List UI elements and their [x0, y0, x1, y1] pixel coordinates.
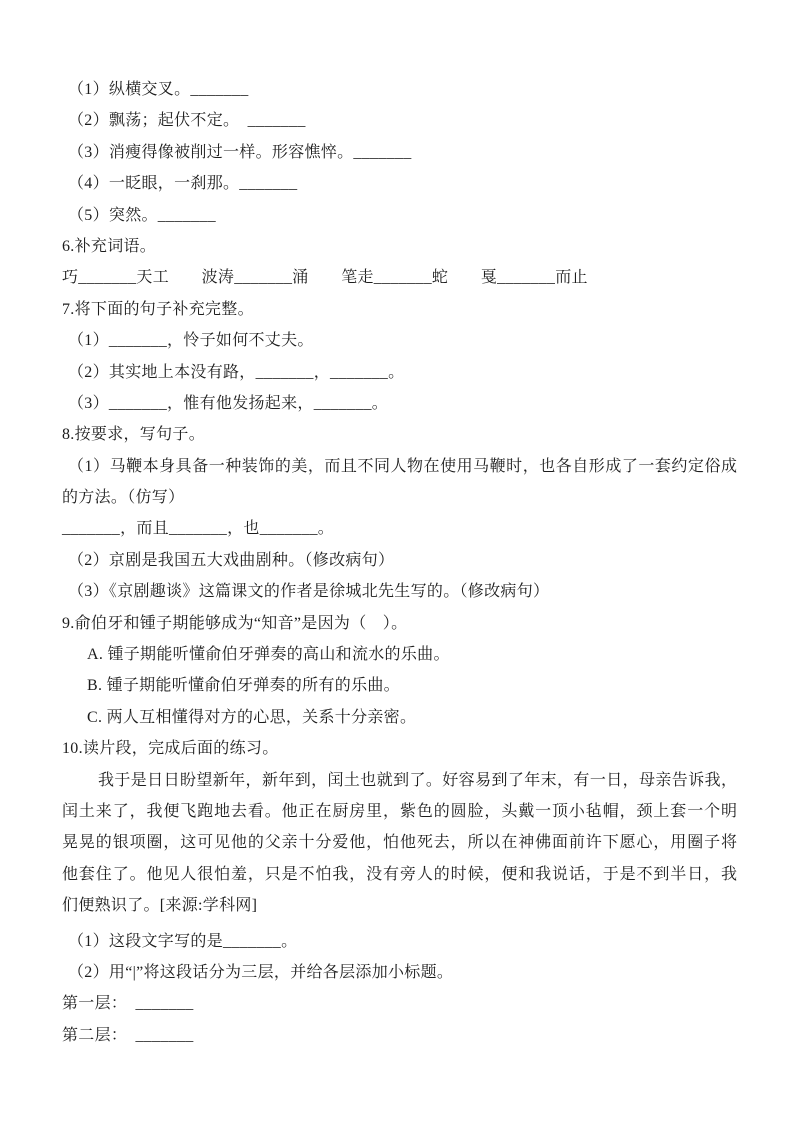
q10-item-2: （2）用“|”将这段话分为三层，并给各层添加小标题。 — [68, 963, 454, 981]
q10-passage-line-2: 闰土来了，我便飞跑地去看。他正在厨房里，紫色的圆脸，头戴一顶小毡帽，颈上套一个明 — [62, 802, 737, 820]
q10-passage-line-3: 晃晃的银项圈，这可见他的父亲十分爱他，怕他死去，所以在神佛面前许下愿心，用圈子将 — [62, 834, 737, 852]
q6-heading: 6.补充词语。 — [62, 237, 157, 255]
q5-item-5: （5）突然。_______ — [68, 206, 216, 224]
q5-item-4: （4）一眨眼，一刹那。_______ — [68, 175, 298, 193]
q8-heading: 8.按要求，写句子。 — [62, 426, 206, 444]
q10-item-1: （1）这段文字写的是_______。 — [68, 932, 298, 950]
q7-item-3: （3）_______，惟有他发扬起来，_______。 — [68, 394, 389, 412]
q10-passage-line-1: 我于是日日盼望新年，新年到，闰土也就到了。好容易到了年末，有一日，母亲告诉我， — [98, 771, 737, 789]
q10-passage-line-5: 们便熟识了。[来源:学科网] — [62, 897, 258, 915]
q7-item-1: （1）_______，怜子如何不丈夫。 — [68, 332, 314, 350]
q7-heading: 7.将下面的句子补充完整。 — [62, 300, 254, 318]
q5-item-3: （3）消瘦得像被削过一样。形容憔悴。_______ — [68, 143, 412, 161]
q10-passage-line-4: 他套住了。他见人很怕羞，只是不怕我，没有旁人的时候，便和我说话，于是不到半日，我 — [62, 865, 737, 883]
q9-heading: 9.俞伯牙和锺子期能够成为“知音”是因为（ ）。 — [62, 614, 408, 632]
q5-item-1: （1）纵横交叉。_______ — [68, 81, 249, 98]
q9-option-c: C. 两人互相懂得对方的心思，关系十分亲密。 — [87, 708, 417, 726]
q8-item-2: （2）京剧是我国五大戏曲剧种。（修改病句） — [68, 551, 395, 569]
q7-item-2: （2）其实地上本没有路，_______，_______。 — [68, 363, 405, 381]
q10-layer-1: 第一层： _______ — [62, 995, 194, 1013]
q8-item-1-answer: _______，而且_______，也_______。 — [62, 520, 335, 538]
q9-option-b: B. 锺子期能听懂俞伯牙弹奏的所有的乐曲。 — [87, 677, 400, 695]
q6-word-blanks: 巧_______天工 波涛_______涌 笔走_______蛇 戛_______而止 — [62, 269, 588, 287]
q5-item-2: （2）飘荡；起伏不定。 _______ — [68, 112, 306, 130]
q8-item-1-line-2: 的方法。（仿写） — [62, 489, 185, 507]
q10-heading: 10.读片段，完成后面的练习。 — [62, 740, 279, 758]
q9-option-a: A. 锺子期能听懂俞伯牙弹奏的高山和流水的乐曲。 — [87, 646, 450, 664]
q8-item-3: （3）《京剧趣谈》这篇课文的作者是徐城北先生写的。（修改病句） — [68, 583, 550, 601]
q8-item-1-line-1: （1）马鞭本身具备一种装饰的美，而且不同人物在使用马鞭时，也各自形成了一套约定俗成 — [68, 457, 737, 475]
q10-layer-2: 第二层： _______ — [62, 1026, 194, 1044]
